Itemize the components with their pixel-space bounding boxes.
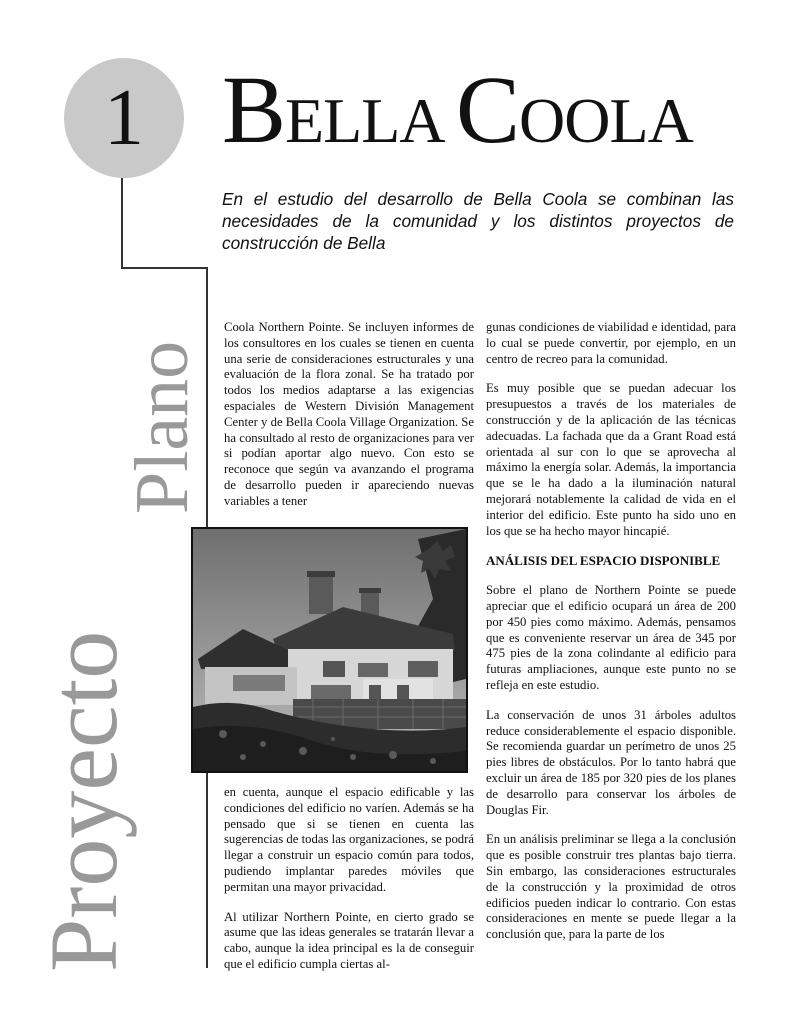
connector-line-vertical (121, 178, 123, 268)
column-left-bottom (224, 785, 474, 987)
title-word1-rest: ELLA (285, 85, 441, 156)
side-label-plano: Plano (120, 340, 204, 514)
paragraph: gunas condiciones de viabilidad e identidad, para lo cual se puede convertir, por ejemplo, en un centro de recreo para la comunidad. (486, 320, 736, 366)
house-photo (191, 527, 468, 773)
connector-line-horizontal (121, 267, 208, 269)
paragraph: Al utilizar Northern Pointe, en cierto grado se asume que las ideas generales se tratarán llevar a cabo, aunque la idea principal es la de conseguir que el edificio cumpla ciertas al- (224, 909, 474, 971)
connector-line-down (206, 267, 208, 529)
paragraph: Sobre el plano de Northern Pointe se puede apreciar que el edificio ocupará un área de 200 por 450 pies como máximo. Además, pensamos que es conveniente reservar un área de 345 por 475 pies de la zona colindante al edificio para futuras ampliaciones, aunque este punto no se refleja en este estudio. (486, 583, 736, 692)
subtitle: En el estudio del desarrollo de Bella Coola se combinan las necesidades de la comunidad y los distintos proyectos de construcción de Bella (222, 189, 734, 253)
title-initial-c: C (456, 56, 520, 163)
paragraph: Es muy posible que se puedan adecuar los presupuestos a través de los materiales de construcción y de la aplicación de las técnicas adecuadas. La fachada que da a Grant Road está orientada al sur con lo que se aprovecha al máximo la energía solar. Además, la importancia que se le ha dado a la iluminación natural mejorará notablemente la calidad de vida en el interior del edificio. Este punto ha sido uno en los que se ha hecho mayor hincapié. (486, 381, 736, 538)
column-left-top (224, 320, 474, 524)
house-illustration (193, 529, 466, 771)
chapter-number: 1 (104, 74, 144, 162)
column-right (486, 320, 736, 957)
paragraph: en cuenta, aunque el espacio edificable y las condiciones del edificio no varíen. Además se ha pensado que si se tienen en cuenta las sugerencias de todas las organizaciones, se podrá llegar a construir un espacio común para todos, pudiendo implantar paredes móviles que permitan una mayor privacidad. (224, 785, 474, 894)
section-heading: ANÁLISIS DEL ESPACIO DISPONIBLE (486, 553, 721, 569)
side-label-proyecto: Proyecto (30, 630, 137, 972)
title-initial-b: B (222, 56, 286, 163)
connector-line-bottom (206, 772, 208, 968)
paragraph: La conservación de unos 31 árboles adultos reduce considerablemente el espacio disponible. Se recomienda guardar un perímetro de unos 25 pies libres de obstáculos. Por lo tanto habrá que excluir un área de 185 por 320 pies de los planes de desarrollo para conservar los árboles de Douglas Fir. (486, 707, 736, 817)
paragraph: En un análisis preliminar se llega a la conclusión que es posible construir tres plantas bajo tierra. Sin embargo, las consideraciones estructurales de la construcción y la proximidad de otros edificios pueden indicar lo contrario. Con estas consideraciones en mente se puede llegar a la conclusión que, para la parte de los (486, 832, 736, 942)
paragraph: Coola Northern Pointe. Se incluyen informes de los consultores en los cuales se tienen en cuenta una serie de consideraciones estructurales y una evaluación de la flora zonal. Se ha tratado por todos los medios adaptarse a las exigencias espaciales de Western División Management Center y de Bella Coola Village Organization. Se ha consultado al resto de organizaciones para ver si podían aportar algo nuevo. Con esto se reconoce que según va avanzando el programa de desarrollo pueden ir apareciendo nuevas variables a tener (224, 320, 474, 508)
title-word2-rest: OOLA (519, 85, 693, 156)
page-title (222, 56, 792, 163)
